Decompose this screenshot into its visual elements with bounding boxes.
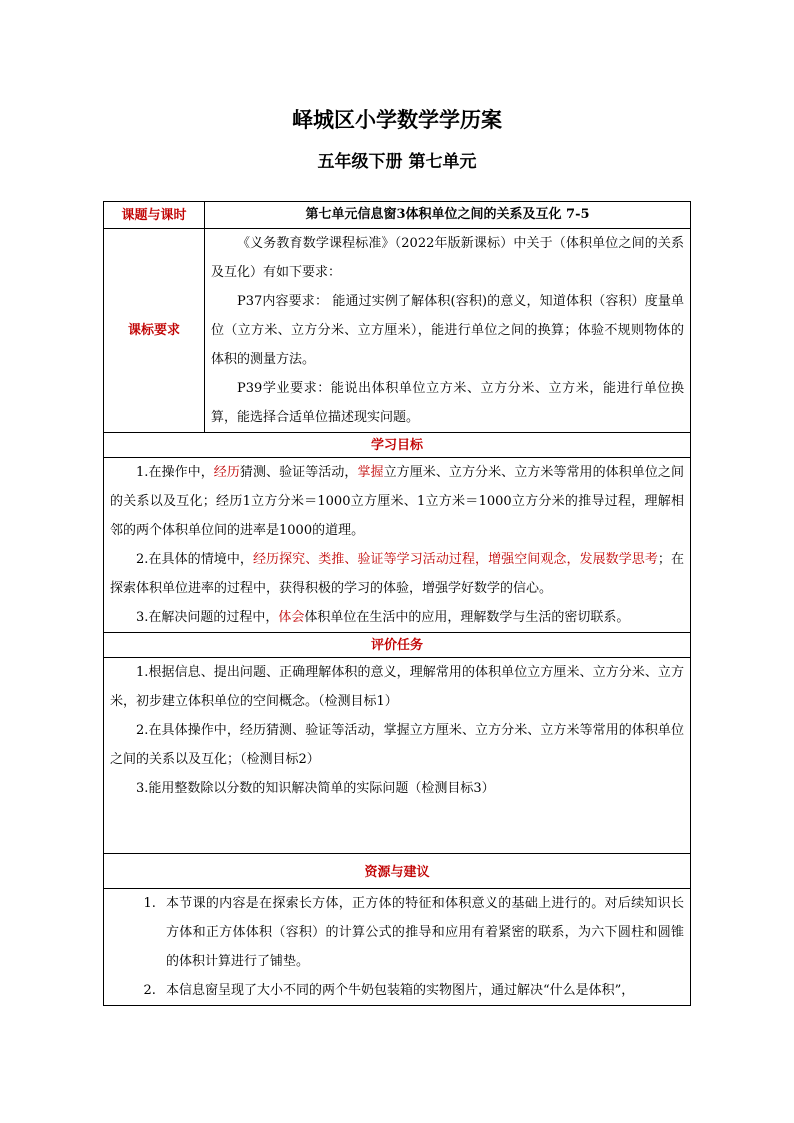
goal-text: ；在探索体积单位进率的过程中，获得积极的学习的体验，增强学好数学的信心。: [110, 552, 684, 596]
tasks-header-row: [104, 633, 691, 658]
topic-value: 第七单元信息窗3体积单位之间的关系及互化 7-5: [205, 202, 691, 229]
goal-highlight: 经历: [213, 465, 240, 480]
goal-text: 1.在操作中，: [136, 465, 214, 480]
goals-content: [104, 458, 691, 633]
goals-header-row: [104, 433, 691, 458]
goals-header: 学习目标: [104, 433, 691, 458]
topic-label: 课题与课时: [104, 202, 205, 229]
document-title: 峄城区小学数学学历案: [292, 107, 502, 132]
curriculum-paragraph: 《义务教育数学课程标准》（2022年版新课标）中关于（体积单位之间的关系及互化）有如下要求：: [211, 236, 684, 280]
goal-item: [110, 603, 684, 632]
tasks-row: [104, 658, 691, 854]
task-item: 3.能用整数除以分数的知识解决简单的实际问题（检测目标3）: [136, 781, 495, 796]
goal-text: 立方厘米、立方分米、立方米等常用的体积单位之间的关系以及互化；经历1立方分米＝1000立方厘米、1立方米＝1000立方分米的推导过程，理解相邻的两个体积单位间的进率是1000的道理。: [110, 465, 684, 538]
goals-row: [104, 458, 691, 633]
curriculum-paragraph: P39学业要求：能说出体积单位立方米、立方分米、立方米，能进行单位换算，能选择合适单位描述现实问题。: [211, 381, 684, 425]
lesson-table: [103, 201, 691, 1006]
tasks-content: [104, 658, 691, 854]
curriculum-paragraph: P37内容要求： 能通过实例了解体积(容积)的意义，知道体积（容积）度量单位（立方米、立方分米、立方厘米），能进行单位之间的换算；体验不规则物体的体积的测量方法。: [211, 294, 684, 367]
document-subtitle: 五年级下册 第七单元: [317, 152, 477, 172]
goal-text: 猜测、验证等活动，: [239, 465, 358, 480]
topic-row: [104, 202, 691, 229]
goal-highlight: 掌握: [357, 465, 384, 480]
resource-item: 2. 本信息窗呈现了大小不同的两个牛奶包装箱的实物图片，通过解决“什么是体积”，: [160, 976, 684, 1005]
curriculum-content: [205, 229, 691, 433]
goal-highlight: 经历探究、类推、验证等学习活动过程，增强空间观念，发展数学思考: [252, 552, 658, 567]
goal-highlight: 体会: [278, 610, 305, 625]
tasks-header: 评价任务: [104, 633, 691, 658]
resources-header: 资源与建议: [104, 854, 691, 889]
resources-list: [104, 889, 684, 1005]
resources-row: [104, 889, 691, 1006]
goal-text: 2.在具体的情境中，: [136, 552, 253, 567]
curriculum-label: 课标要求: [104, 229, 205, 433]
goal-text: 3.在解决问题的过程中，: [136, 610, 279, 625]
resources-header-row: [104, 854, 691, 889]
task-item: 1.根据信息、提出问题、正确理解体积的意义，理解常用的体积单位立方厘米、立方分米、立方米，初步建立体积单位的空间概念。（检测目标1）: [110, 665, 684, 709]
curriculum-row: [104, 229, 691, 433]
resource-item: 1. 本节课的内容是在探索长方体，正方体的特征和体积意义的基础上进行的。对后续知识长方体和正方体体积（容积）的计算公式的推导和应用有着紧密的联系，为六下圆柱和圆锥的体积计算进行了铺垫。: [160, 889, 684, 976]
task-item: 2.在具体操作中，经历猜测、验证等活动，掌握立方厘米、立方分米、立方米等常用的体积单位之间的关系以及互化；（检测目标2）: [110, 723, 684, 767]
goal-item: [110, 458, 684, 545]
goal-item: [110, 545, 684, 603]
resources-content: [104, 889, 691, 1006]
goal-text: 体积单位在生活中的应用，理解数学与生活的密切联系。: [304, 610, 630, 625]
